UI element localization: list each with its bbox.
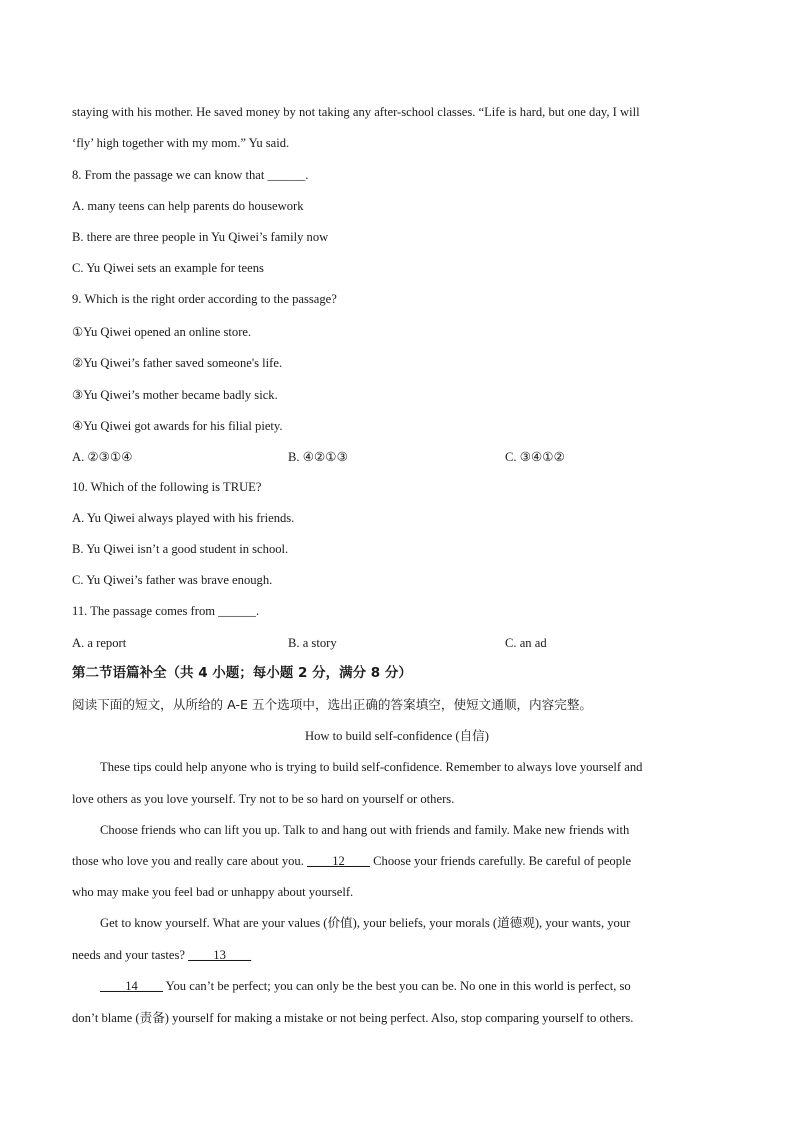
- section-instruction: 阅读下面的短文，从所给的 A-E 五个选项中，选出正确的答案填空，使短文通顺，内容完整。: [72, 697, 593, 712]
- question-10-option-c: C. Yu Qiwei’s father was brave enough.: [72, 573, 273, 587]
- question-11-option-c: C. an ad: [505, 636, 547, 650]
- question-8-stem: 8. From the passage we can know that ______.: [72, 168, 309, 182]
- question-9-option-a: A. ②③①④: [72, 450, 133, 464]
- paragraph-1-line: love others as you love yourself. Try not to be so hard on yourself or others.: [72, 792, 455, 806]
- passage-line: staying with his mother. He saved money by not taking any after-school classes. “Life is hard, but one day, I will: [72, 105, 640, 119]
- question-8-option-c: C. Yu Qiwei sets an example for teens: [72, 261, 264, 275]
- question-8-option-a: A. many teens can help parents do housework: [72, 199, 304, 213]
- paragraph-2-text: Choose your friends carefully. Be careful of people: [369, 854, 632, 868]
- question-9-option-c: C. ③④①②: [505, 450, 565, 464]
- question-8-option-b: B. there are three people in Yu Qiwei’s family now: [72, 230, 329, 244]
- paragraph-3-text: needs and your tastes?: [72, 948, 189, 962]
- paragraph-2-line: Choose friends who can lift you up. Talk to and hang out with friends and family. Make new friends with: [100, 823, 630, 837]
- blank-12[interactable]: ____12____: [307, 854, 370, 868]
- question-9-option-b: B. ④②①③: [288, 450, 348, 464]
- question-10-stem: 10. Which of the following is TRUE?: [72, 480, 262, 494]
- question-9-stem: 9. Which is the right order according to the passage?: [72, 292, 337, 306]
- paragraph-4-text: You can’t be perfect; you can only be the best you can be. No one in this world is perfect, so: [162, 979, 631, 993]
- paragraph-3-line: Get to know yourself. What are your values (价值), your beliefs, your morals (道德观), your wants, your: [100, 916, 631, 930]
- question-11-option-b: B. a story: [288, 636, 337, 650]
- blank-13[interactable]: ____13____: [188, 948, 252, 962]
- passage-title: How to build self-confidence (自信): [305, 729, 489, 743]
- question-11-stem: 11. The passage comes from ______.: [72, 604, 260, 618]
- passage-line: ‘fly’ high together with my mom.” Yu said.: [72, 136, 290, 150]
- question-9-event-4: ④Yu Qiwei got awards for his filial piety.: [72, 419, 283, 433]
- question-10-option-a: A. Yu Qiwei always played with his friends.: [72, 511, 295, 525]
- paragraph-4-line: don’t blame (责备) yourself for making a mistake or not being perfect. Also, stop comparing yourself to others.: [72, 1011, 634, 1025]
- question-9-event-1: ①Yu Qiwei opened an online store.: [72, 325, 252, 339]
- question-9-event-3: ③Yu Qiwei’s mother became badly sick.: [72, 388, 278, 402]
- paragraph-2-line: [72, 853, 631, 869]
- question-9-event-2: ②Yu Qiwei’s father saved someone's life.: [72, 356, 283, 370]
- paragraph-4-line: [100, 978, 631, 994]
- question-11-option-a: A. a report: [72, 636, 127, 650]
- blank-14[interactable]: ____14____: [100, 979, 163, 993]
- section-heading: 第二节语篇补全（共 4 小题；每小题 2 分，满分 8 分）: [72, 665, 412, 681]
- question-10-option-b: B. Yu Qiwei isn’t a good student in school.: [72, 542, 289, 556]
- paragraph-2-text: those who love you and really care about you.: [72, 854, 308, 868]
- paragraph-2-line: who may make you feel bad or unhappy about yourself.: [72, 885, 354, 899]
- paragraph-3-line: [72, 947, 251, 963]
- paragraph-1-line: These tips could help anyone who is trying to build self-confidence. Remember to always love yourself and: [100, 760, 643, 774]
